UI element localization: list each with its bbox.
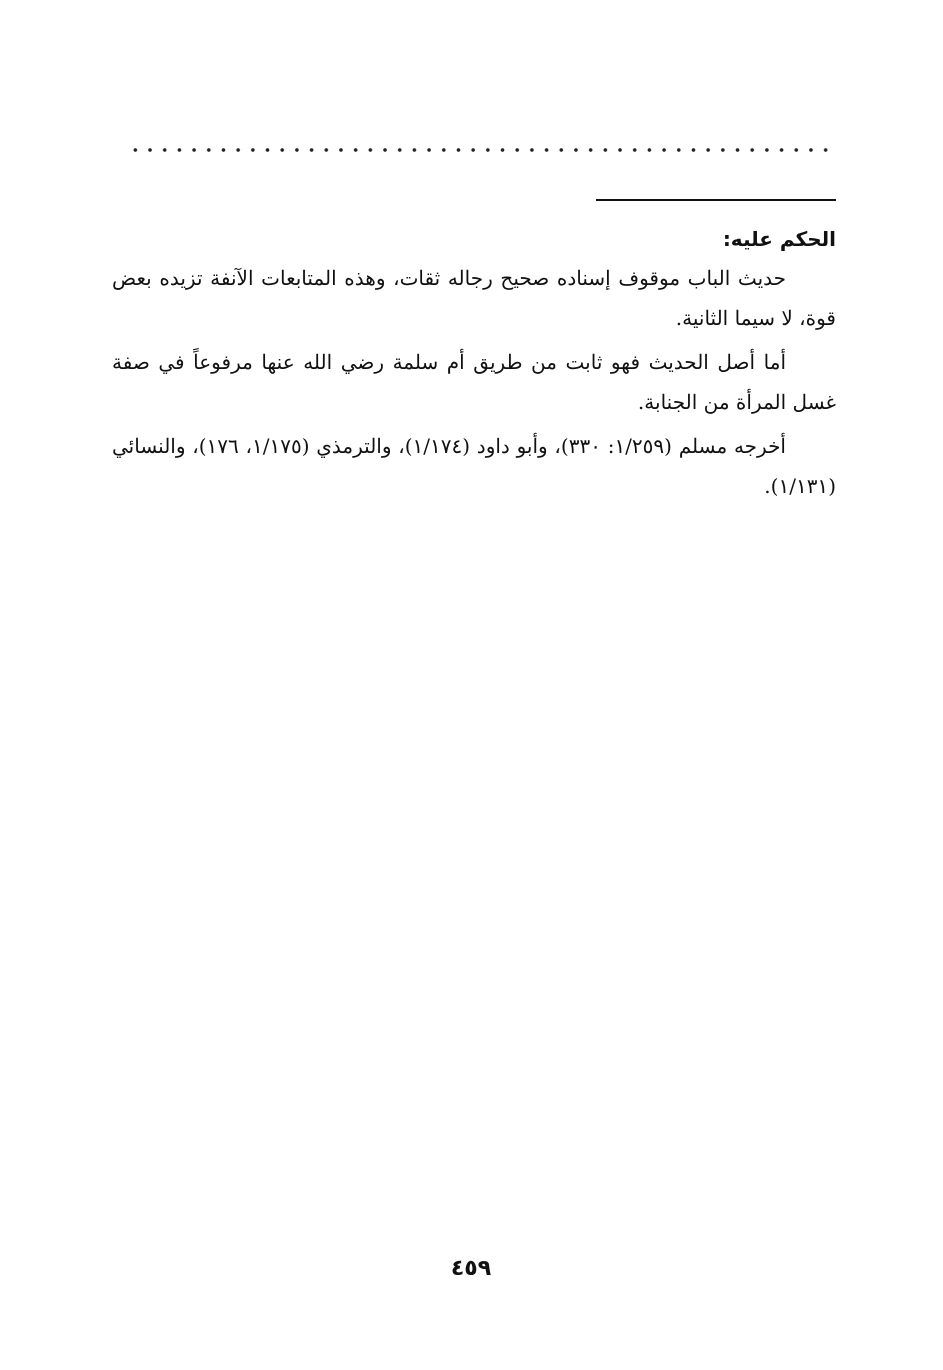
paragraph-sources: أخرجه مسلم (١/٢٥٩: ٣٣٠)، وأبو داود (١/١٧٤)، والترمذي (١/١٧٥، ١٧٦)، والنسائي (١/١٣١).	[112, 434, 836, 498]
main-text	[112, 222, 836, 510]
page-number: ٤٥٩	[450, 1256, 492, 1281]
dotted-separator	[128, 146, 834, 154]
paragraph-ruling: حديث الباب موقوف إسناده صحيح رجاله ثقات، وهذه المتابعات الآنفة تزيده بعض قوة، لا سيما الثانية.	[112, 266, 836, 330]
paragraph-origin: أما أصل الحديث فهو ثابت من طريق أم سلمة رضي الله عنها مرفوعاً في صفة غسل المرأة من الجنابة.	[112, 350, 836, 414]
section-heading: الحكم عليه:	[722, 227, 836, 251]
section-rule	[596, 199, 836, 201]
